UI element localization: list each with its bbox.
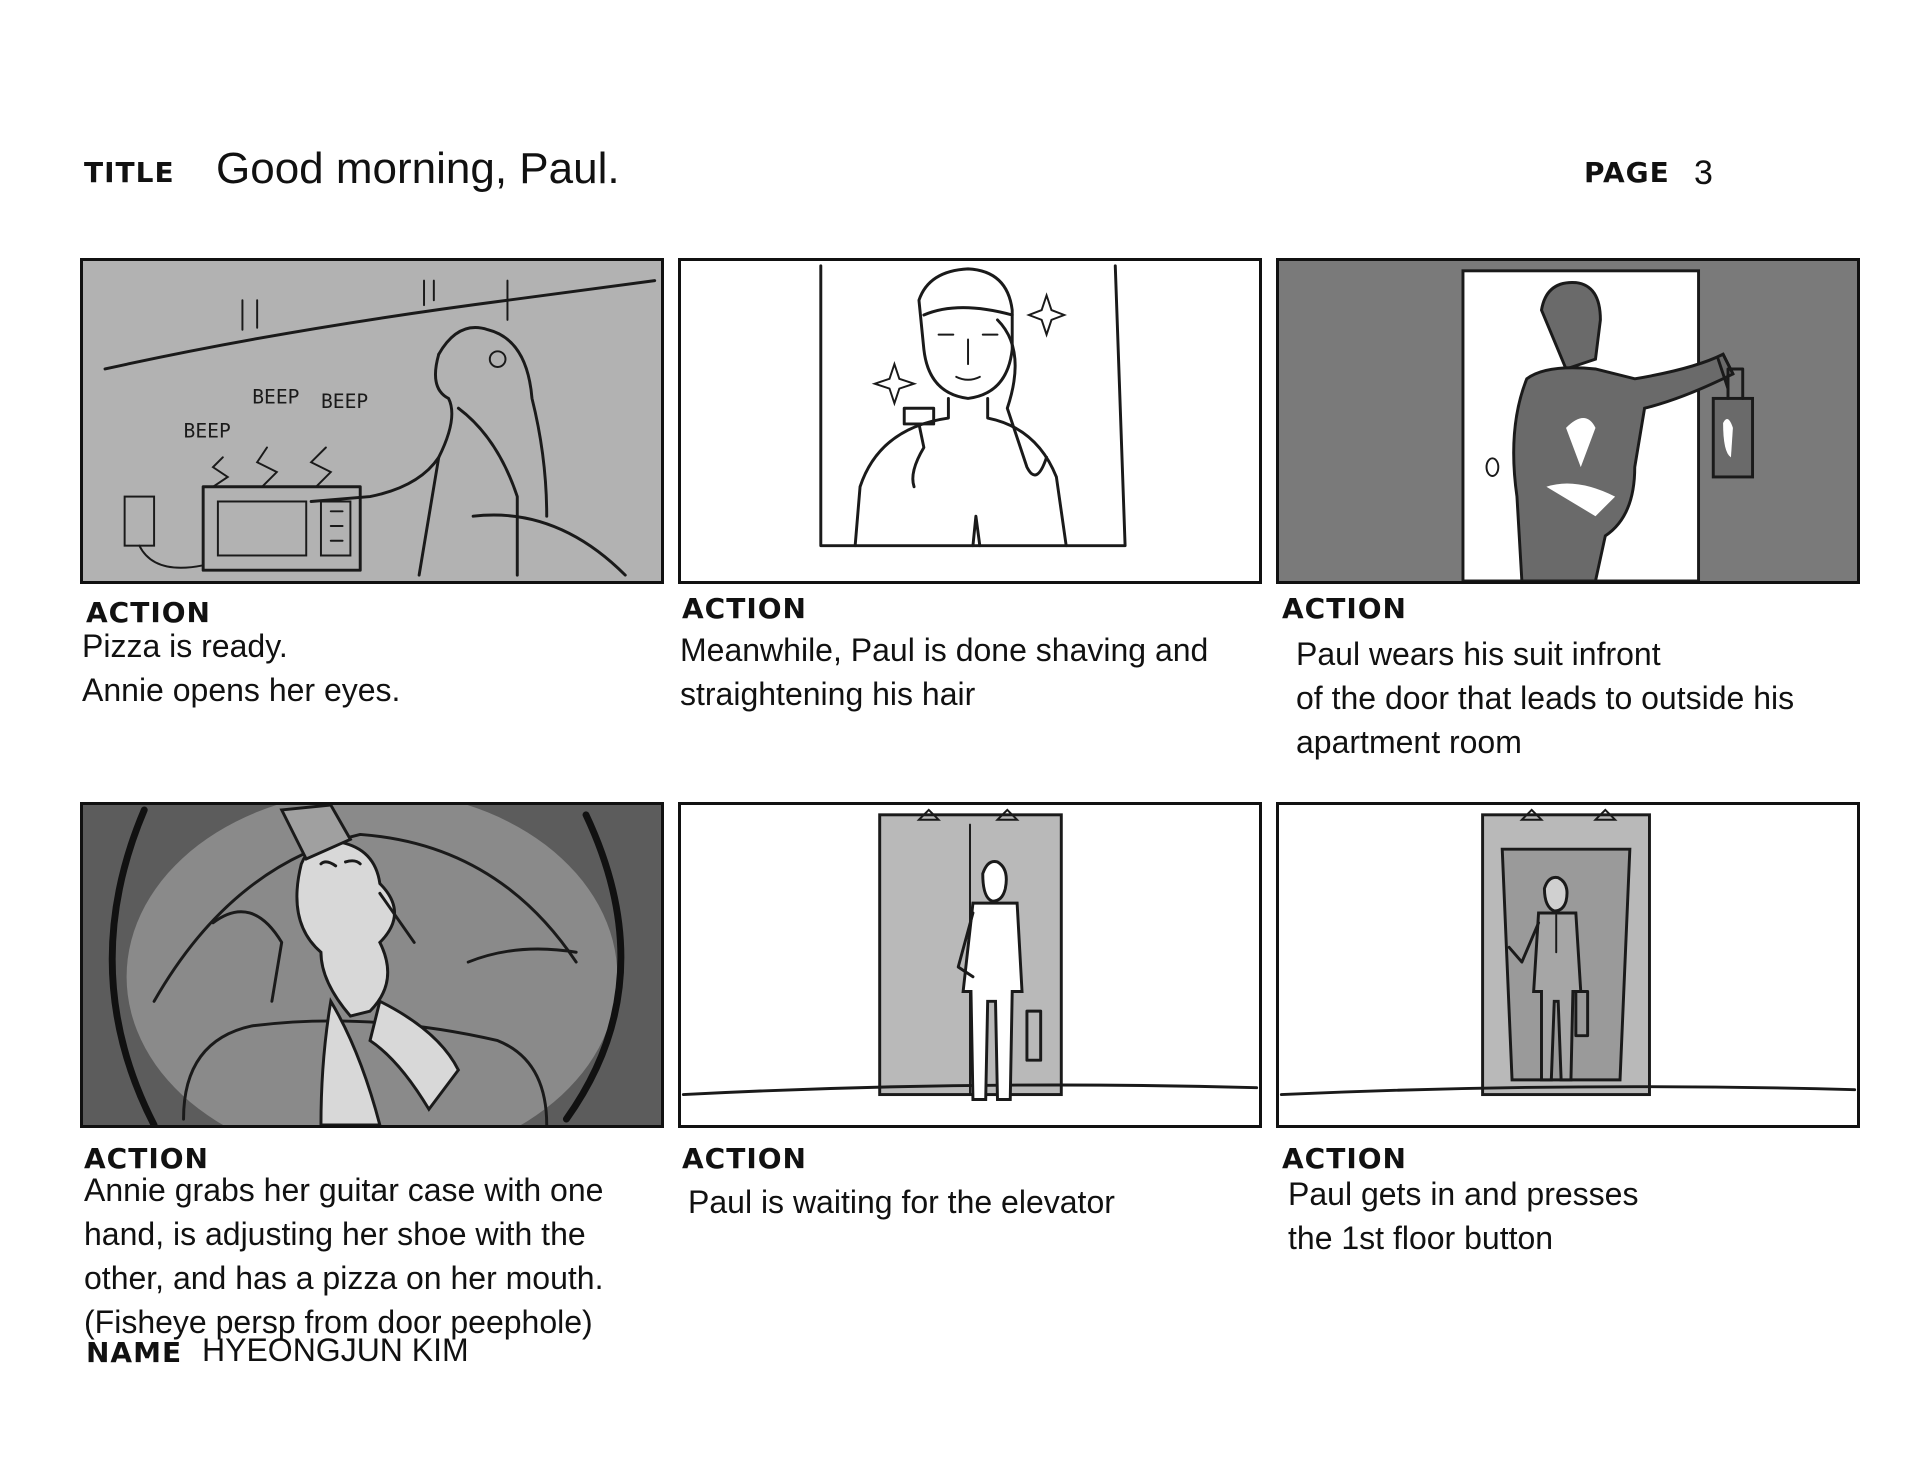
storyboard-panel-3 bbox=[1276, 258, 1860, 584]
sketch-word-beep-1: BEEP bbox=[183, 419, 231, 443]
panel-1-action-text: Pizza is ready. Annie opens her eyes. bbox=[82, 628, 401, 708]
storyboard-panel-6 bbox=[1276, 802, 1860, 1128]
title-label: TITLE bbox=[84, 156, 175, 189]
panel-4-sketch bbox=[83, 805, 661, 1125]
panel-6-action-text: Paul gets in and presses the 1st floor button bbox=[1288, 1176, 1639, 1256]
panel-1-action-label: ACTION bbox=[86, 596, 211, 629]
panel-3-action-text: Paul wears his suit infront of the door that leads to outside his apartment room bbox=[1296, 636, 1795, 760]
storyboard-panel-4 bbox=[80, 802, 664, 1128]
panel-2-sketch bbox=[681, 261, 1259, 581]
panel-3-sketch bbox=[1279, 261, 1857, 581]
page-label: PAGE bbox=[1584, 156, 1670, 189]
storyboard-panel-1 bbox=[80, 258, 664, 584]
page-number: 3 bbox=[1694, 154, 1713, 192]
panel-5-action-label: ACTION bbox=[682, 1142, 807, 1175]
panel-4-action-text: Annie grabs her guitar case with one hand, is adjusting her shoe with the other, and has a pizza on her mouth. (Fisheye persp from door peephole) bbox=[84, 1172, 604, 1340]
storyboard-panel-5 bbox=[678, 802, 1262, 1128]
panel-3-action-label: ACTION bbox=[1282, 592, 1407, 625]
panel-6-sketch bbox=[1279, 805, 1857, 1125]
sketch-word-beep-2: BEEP bbox=[252, 385, 300, 409]
page-title: Good morning, Paul. bbox=[216, 144, 620, 193]
author-name: HYEONGJUN KIM bbox=[202, 1332, 469, 1368]
sketch-word-beep-3: BEEP bbox=[320, 390, 369, 414]
panel-2-action-label: ACTION bbox=[682, 592, 807, 625]
panel-6-action-label: ACTION bbox=[1282, 1142, 1407, 1175]
panel-2-action-text: Meanwhile, Paul is done shaving and straightening his hair bbox=[680, 632, 1209, 712]
panel-1-sketch bbox=[83, 261, 661, 581]
name-label: NAME bbox=[86, 1336, 183, 1369]
panel-4-action-label: ACTION bbox=[84, 1142, 209, 1175]
storyboard-panel-2 bbox=[678, 258, 1262, 584]
panel-5-action-text: Paul is waiting for the elevator bbox=[688, 1184, 1115, 1220]
panel-5-sketch bbox=[681, 805, 1259, 1125]
